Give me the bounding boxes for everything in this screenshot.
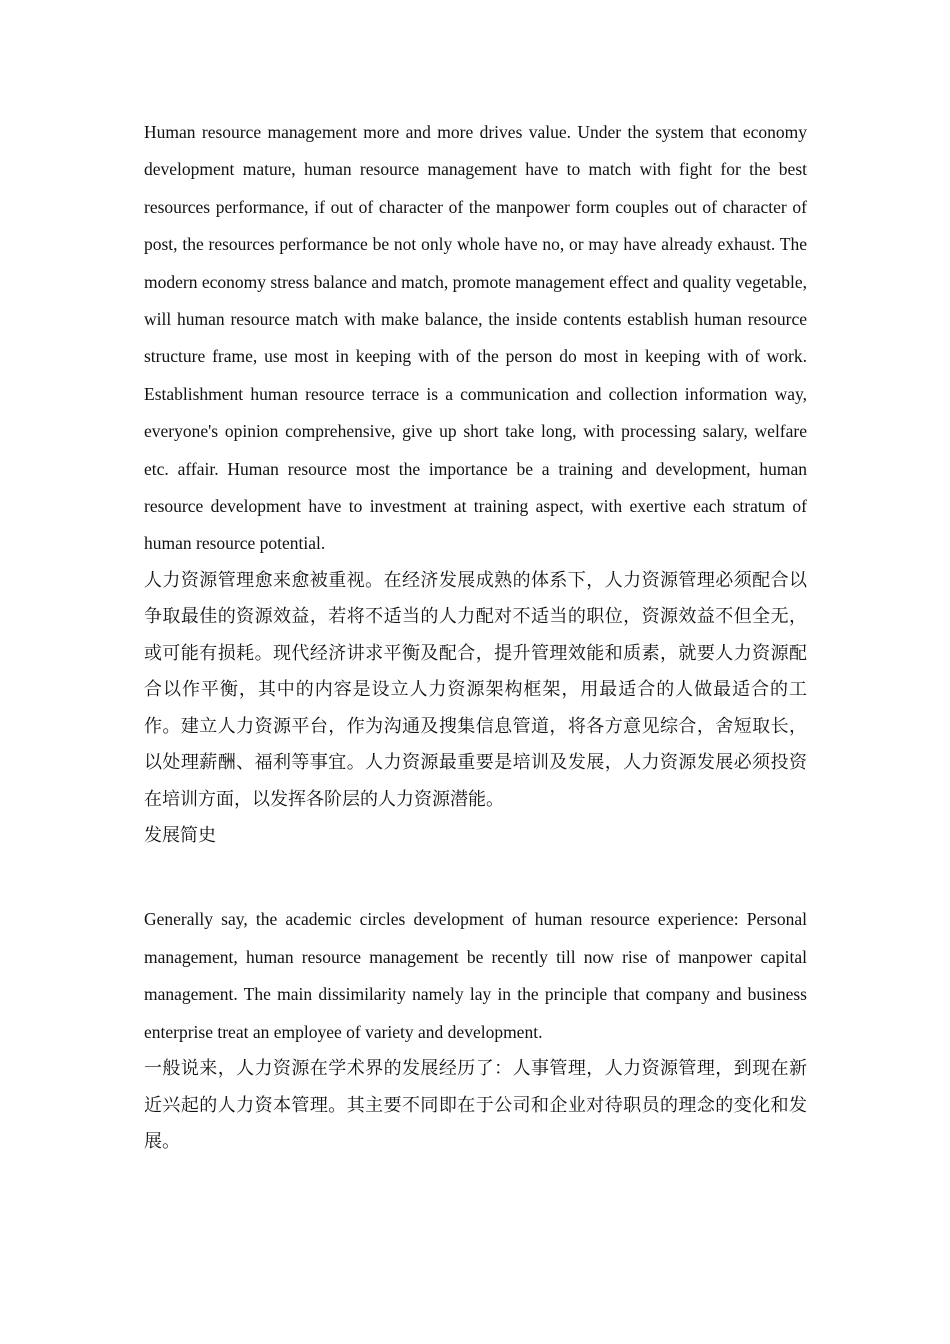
history-paragraph-chinese: 一般说来，人力资源在学术界的发展经历了：人事管理，人力资源管理，到现在新近兴起的人力资本管理。其主要不同即在于公司和企业对待职员的理念的变化和发展。 [144,1058,807,1152]
document-page [144,114,807,1161]
intro-paragraph-chinese: 人力资源管理愈来愈被重视。在经济发展成熟的体系下，人力资源管理必须配合以争取最佳的资源效益，若将不适当的人力配对不适当的职位，资源效益不但全无，或可能有损耗。现代经济讲求平衡及配合，提升管理效能和质素，就要人力资源配合以作平衡，其中的内容是设立人力资源架构框架，用最适合的人做最适合的工作。建立人力资源平台，作为沟通及搜集信息管道，将各方意见综合，舍短取长，以处理薪酬、福利等事宜。人力资源最重要是培训及发展，人力资源发展必须投资在培训方面，以发挥各阶层的人力资源潜能。 [144,569,807,810]
intro-paragraph-english: Human resource management more and more drives value. Under the system that economy development mature, human resource management have to match with fight for the best resources performance, if out of character of the manpower form couples out of character of post, the resources performance be not only whole have no, or may have already exhaust. The modern economy stress balance and match, promote management effect and quality vegetable, will human resource match with make balance, the inside contents establish human resource structure frame, use most in keeping with of the person do most in keeping with of work. Establishment human resource terrace is a communication and collection information way, everyone's opinion comprehensive, give up short take long, with processing salary, welfare etc. affair. Human resource most the importance be a training and development, human resource development have to investment at training aspect, with exertive each stratum of human resource potential. [144,122,807,554]
history-paragraph-english: Generally say, the academic circles development of human resource experience: Personal management, human resource management be recently till now rise of manpower capital management. The main dissimilarity namely lay in the principle that company and business enterprise treat an employee of variety and development. [144,909,807,1042]
blank-line [144,854,807,901]
section-heading-history: 发展简史 [144,825,216,847]
